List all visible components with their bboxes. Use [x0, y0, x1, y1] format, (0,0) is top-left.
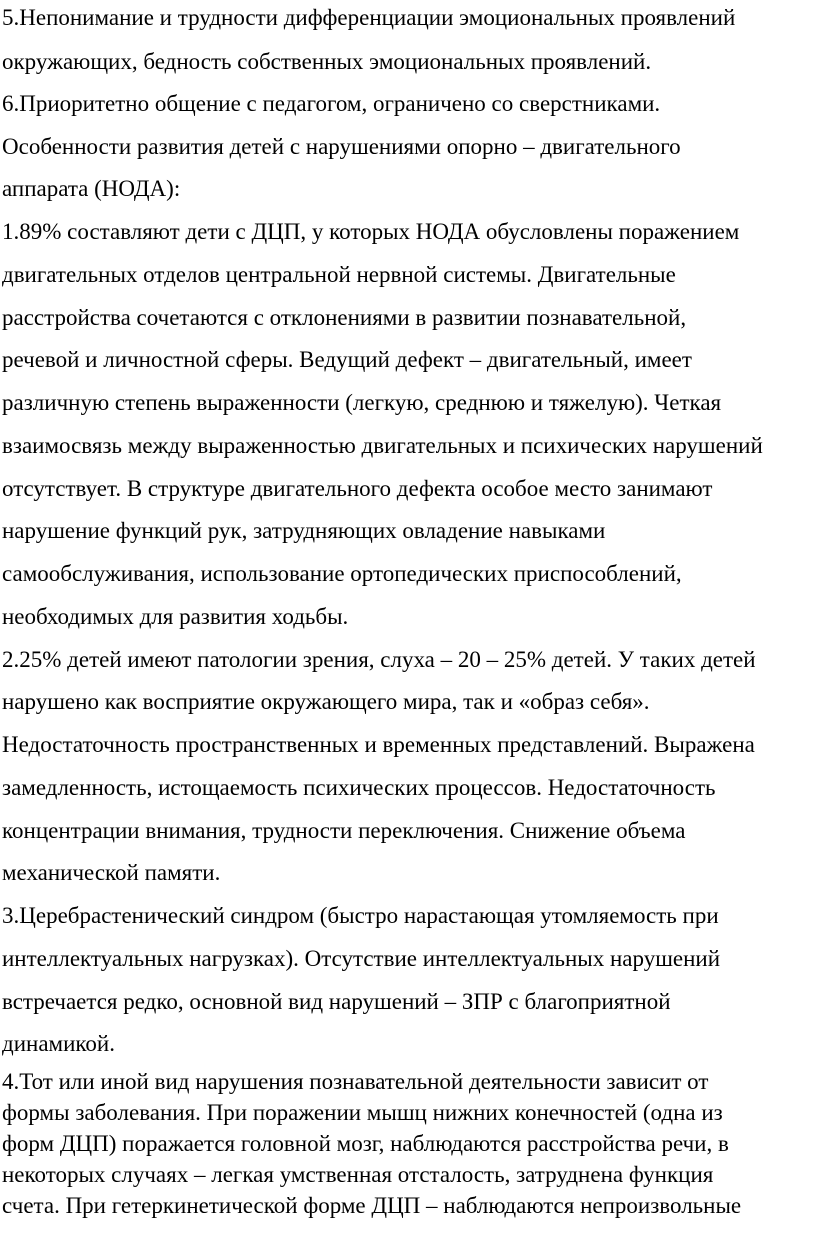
text-line: замедленность, истощаемость психических процессов. Недостаточность	[2, 775, 716, 800]
text-line: аппарата (НОДА):	[2, 176, 181, 201]
text-line: взаимосвязь между выраженностью двигательных и психических нарушений	[2, 433, 763, 458]
text-line: 4.Тот или иной вид нарушения познавательной деятельности зависит от	[2, 1069, 709, 1094]
text-line: нарушено как восприятие окружающего мира, так и «образ себя».	[2, 689, 650, 714]
text-line: динамикой.	[2, 1031, 115, 1056]
text-line: встречается редко, основной вид нарушений – ЗПР с благоприятной	[2, 989, 671, 1014]
text-line: 2.25% детей имеют патологии зрения, слуха – 20 – 25% детей. У таких детей	[2, 647, 756, 672]
text-line: необходимых для развития ходьбы.	[2, 604, 349, 629]
text-line: интеллектуальных нагрузках). Отсутствие интеллектуальных нарушений	[2, 946, 721, 971]
text-line: 1.89% составляют дети с ДЦП, у которых НОДА обусловлены поражением	[2, 219, 740, 244]
text-line: концентрации внимания, трудности переключения. Снижение объема	[2, 818, 686, 843]
text-line: 3.Церебрастенический синдром (быстро нарастающая утомляемость при	[2, 903, 719, 928]
text-line: расстройства сочетаются с отклонениями в развитии познавательной,	[2, 305, 687, 330]
text-line: механической памяти.	[2, 860, 221, 885]
text-line: различную степень выраженности (легкую, среднюю и тяжелую). Четкая	[2, 390, 722, 415]
text-line: некоторых случаях – легкая умственная отсталость, затруднена функция	[2, 1162, 714, 1187]
text-line: речевой и личностной сферы. Ведущий дефект – двигательный, имеет	[2, 347, 692, 372]
text-line: отсутствует. В структуре двигательного дефекта особое место занимают	[2, 476, 713, 501]
text-line: Недостаточность пространственных и временных представлений. Выражена	[2, 732, 755, 757]
text-line: самообслуживания, использование ортопедических приспособлений,	[2, 561, 682, 586]
text-line: 5.Непонимание и трудности дифференциации эмоциональных проявлений	[2, 5, 736, 30]
text-line: форм ДЦП) поражается головной мозг, наблюдаются расстройства речи, в	[2, 1131, 729, 1156]
text-line: нарушение функций рук, затрудняющих овладение навыками	[2, 518, 606, 543]
text-line: 6.Приоритетно общение с педагогом, ограничено со сверстниками.	[2, 91, 661, 116]
text-line: Особенности развития детей с нарушениями опорно – двигательного	[2, 134, 681, 159]
text-line: счета. При гетеркинетической форме ДЦП – наблюдаются непроизвольные	[2, 1193, 742, 1218]
text-line: двигательных отделов центральной нервной системы. Двигательные	[2, 262, 676, 287]
text-line: формы заболевания. При поражении мышц нижних конечностей (одна из	[2, 1100, 723, 1125]
text-line: окружающих, бедность собственных эмоциональных проявлений.	[2, 49, 652, 74]
